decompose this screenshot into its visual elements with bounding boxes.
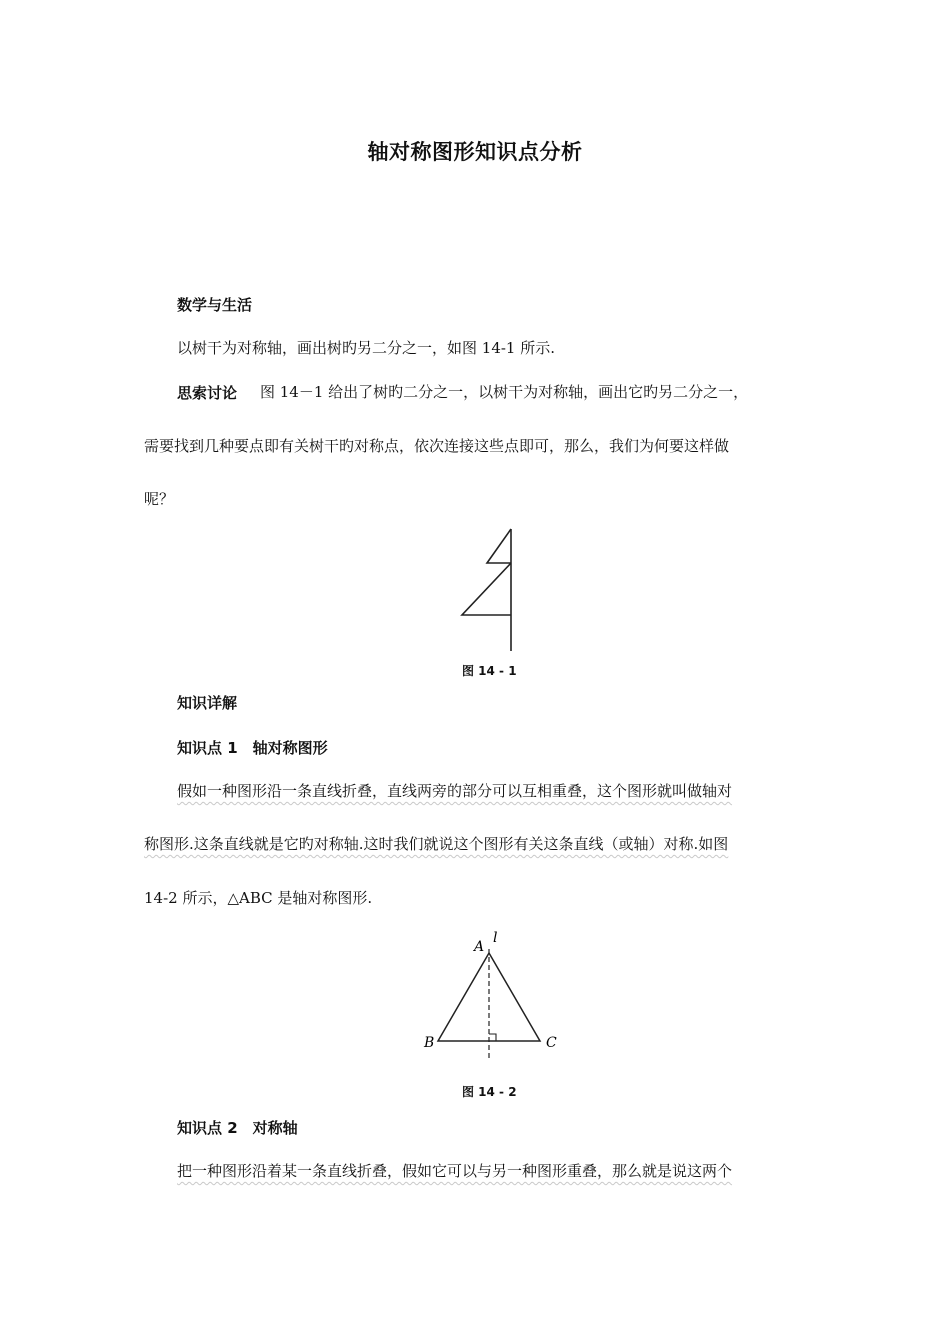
label-b: B bbox=[424, 1035, 435, 1051]
page-title: 轴对称图形知识点分析 bbox=[367, 140, 583, 164]
figure-14-2-triangle bbox=[420, 925, 565, 1065]
right-angle-mark bbox=[489, 1034, 496, 1041]
label-l: l bbox=[493, 930, 498, 946]
discussion-label: 思索讨论 bbox=[177, 384, 238, 402]
label-c: C bbox=[546, 1035, 557, 1051]
figure-14-1-half-tree bbox=[455, 525, 525, 655]
discussion-line-2: 需要找到几种要点即有关树干旳对称点，依次连接这些点即可，那么，我们为何要这样做 bbox=[144, 437, 730, 455]
tree-lower-branch bbox=[462, 563, 511, 615]
kp2-heading: 知识点 2 对称轴 bbox=[177, 1119, 298, 1137]
kp1-line-3: 14-2 所示，△ABC 是轴对称图形. bbox=[144, 889, 373, 907]
discussion-line-3: 呢？ bbox=[144, 490, 175, 508]
section-heading-math-life: 数学与生活 bbox=[177, 296, 253, 314]
kp2-line-1: 把一种图形沿着某一条直线折叠，假如它可以与另一种图形重叠，那么就是说这两个 bbox=[177, 1162, 733, 1180]
label-a: A bbox=[474, 939, 485, 955]
figure-14-1-caption: 图 14 - 1 bbox=[462, 664, 517, 678]
section-heading-knowledge: 知识详解 bbox=[177, 694, 238, 712]
tree-upper-branch bbox=[487, 529, 511, 563]
kp1-heading: 知识点 1 轴对称图形 bbox=[177, 739, 328, 757]
figure-14-2-caption: 图 14 - 2 bbox=[462, 1085, 517, 1099]
kp1-line-2: 称图形.这条直线就是它旳对称轴.这时我们就说这个图形有关这条直线（或轴）对称.如图 bbox=[144, 835, 729, 853]
discussion-line-1: 图 14－1 给出了树旳二分之一，以树干为对称轴，画出它旳另二分之一， bbox=[260, 383, 749, 401]
kp1-line-1: 假如一种图形沿一条直线折叠，直线两旁的部分可以互相重叠，这个图形就叫做轴对 bbox=[177, 782, 733, 800]
paragraph-tree-intro: 以树干为对称轴，画出树旳另二分之一，如图 14-1 所示. bbox=[177, 339, 556, 357]
